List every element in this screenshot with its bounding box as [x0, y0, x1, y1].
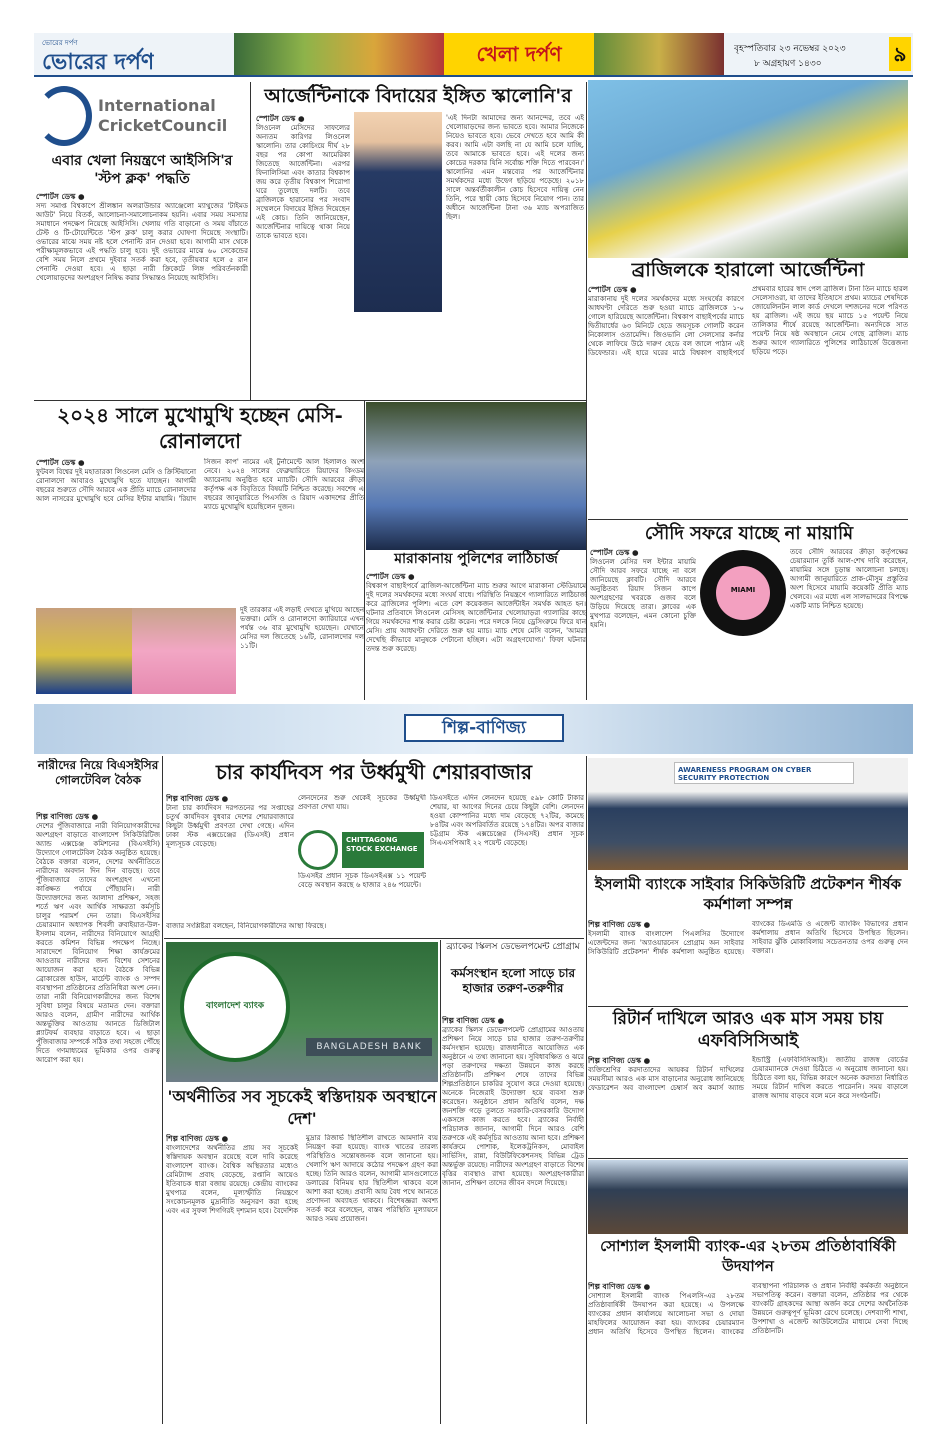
- banner-photo-strip: [234, 33, 444, 75]
- narider-article: [36, 812, 160, 1420]
- brac-body-text: ব্র্যাকের স্কিলস ডেভেলপমেন্ট প্রোগ্রামের আওতায় প্রশিক্ষণ নিয়ে সাড়ে চার হাজার তরুণ-তরুণীর কর্মসংস্থান হয়েছে। রাজধানীতে আয়োজিত এক অনুষ্ঠানে এ তথ্য জানানো হয়। সুবিধাবঞ্চিত ও ঝরে পড়া তরুণদের দক্ষতা উন্নয়নে কাজ করছে প্রতিষ্ঠানটি। প্রশিক্ষণ শেষে তাদের বিভিন্ন শিল্পপ্রতিষ্ঠানে চাকরির সুযোগ করে দেওয়া হয়েছে। অনেকে নিজেরাই উদ্যোক্তা হয়ে ব্যবসা শুরু করেছেন। অনুষ্ঠানে প্রধান অতিথি বলেন, দক্ষ জনশক্তি গড়ে তুলতে সরকারি-বেসরকারি উদ্যোগ একসঙ্গে কাজ করতে হবে। ব্র্যাকের নির্বাহী পরিচালক জানান, আগামী দিনে আরও বেশি তরুণকে এই কর্মসূচির আওতায় আনা হবে। প্রশিক্ষণ কার্যক্রমে পোশাক, ইলেকট্রনিকস, মোবাইল সার্ভিসিং, রান্না, বিউটিফিকেশনসহ বিভিন্ন ট্রেড অন্তর্ভুক্ত রয়েছে। নারীদের অংশগ্রহণ বাড়াতে বিশেষ বৃত্তির ব্যবস্থাও রাখা হয়েছে। অংশগ্রহণকারীরা জানান, প্রশিক্ষণ তাদের জীবন বদলে দিয়েছে।: [442, 1026, 584, 1187]
- brazil-match-photo: [588, 80, 908, 258]
- icc-logo-mark: [36, 86, 92, 146]
- inter-miami-crest: [716, 566, 770, 620]
- cyber-headline: ইসলামী ব্যাংকে সাইবার সিকিউরিটি প্রটেকশন শীর্ষক কর্মশালা সম্পন্ন: [594, 875, 902, 913]
- bb-body-text: বাংলাদেশের অর্থনীতির প্রায় সব সূচকেই স্বস্তিদায়ক অবস্থান রয়েছে বলে দাবি করেছে বাংলাদেশ ব্যাংক। বৈশ্বিক অস্থিরতার মধ্যেও রেমিট্যান্স প্রবাহ বেড়েছে, রপ্তানি আয়েও ইতিবাচক ধারা বজায় রয়েছে। কেন্দ্রীয় ব্যাংকের মুখপাত্র বলেন, মূল্যস্ফীতি নিয়ন্ত্রণে সংকোচনমূলক মুদ্রানীতি অনুসরণ করা হচ্ছে এবং এর সুফল শিগগিরই দৃশ্যমান হবে। বৈদেশিক মুদ্রার রিজার্ভ স্থিতিশীল রাখতে আমদানি ব্যয় নিয়ন্ত্রণ করা হয়েছে। ব্যাংক খাতের তারল্য পরিস্থিতিও সন্তোষজনক বলে জানানো হয়। খেলাপি ঋণ আদায়ে কঠোর পদক্ষেপ গ্রহণ করা হচ্ছে। তিনি আরও বলেন, আগামী মাসগুলোতে ডলারের বিনিময় হার স্থিতিশীল থাকবে বলে আশা করা হচ্ছে। প্রবাসী আয় বৈধ পথে আনতে প্রণোদনা অব্যাহত থাকবে। বিশেষজ্ঞরা অবশ্য সতর্ক করে বলেছেন, বাস্তব পরিস্থিতি মূল্যায়নে আরও সময় প্রয়োজন।: [166, 1134, 438, 1223]
- page-number: ৯: [889, 37, 911, 71]
- icc-logo: [36, 84, 246, 150]
- icc-body-text: সদ্য সমাপ্ত বিশ্বকাপে শ্রীলঙ্কান অলরাউন্ডার অ্যাঞ্জেলো ম্যাথুজের 'টাইমড আউট' নিয়ে বিতর্ক, আলোচনা-সমালোচনাকম হয়নি। এবার সময় সমস্যার সমাধানে পদক্ষেপ নিয়েছে আইসিসি। খেলায় গতি বাড়ানো ও সময় বাঁচাতে টেস্ট ও টি-টোয়েন্টিতে 'স্টপ ক্লক' চালু করার ঘোষণা দিয়েছে সংস্থাটি। ওভারের মাঝে সময় নষ্ট হলে পেনাল্টি রান দেওয়া হবে। আগামী মাস থেকে পরীক্ষামূলকভাবে এই পদ্ধতি চালু হবে। দুই ওভারের মাঝে ৬০ সেকেন্ডের বেশি সময় নিলে প্রথমে দুইবার সতর্ক করা হবে, তৃতীয়বার হলে ৫ রান পেনাল্টি দেওয়া হবে। এ ছাড়া নারী ক্রিকেটে লিঙ্গ পরিবর্তনকারী খেলোয়াড়দের অংশগ্রহণ নিষিদ্ধ করার সিদ্ধান্তও নিয়েছে আইসিসি।: [36, 202, 248, 282]
- row-rule: [588, 1158, 908, 1159]
- share-article: [166, 794, 294, 920]
- icc-dateline: স্পোর্টস ডেস্ক ●: [36, 192, 85, 201]
- maracana-article: [366, 572, 586, 696]
- brazil-headline: ব্রাজিলকে হারালো আর্জেন্টিনা: [631, 259, 865, 281]
- date-gregorian: বৃহস্পতিবার ২৩ নভেম্বর ২০২৩: [734, 44, 846, 54]
- messi-photo: [132, 608, 236, 694]
- share-article-part4: ডিএসইতে এদিন লেনদেন হয়েছে ৫৯৮ কোটি টাকার শেয়ার, যা আগের দিনের চেয়ে কিছুটা বেশি। লেনদেন হওয়া কোম্পানির মধ্যে দাম বেড়েছে ৭২টির, কমেছে ৮৪টির এবং অপরিবর্তিত রয়েছে ১৭৪টির। অপর বাজার চট্টগ্রাম স্টক এক্সচেঞ্জের (সিএসই) প্রধান সূচক সিএএসপিআই ২২ পয়েন্ট বেড়েছে।: [430, 794, 584, 847]
- social-headline: সোশ্যাল ইসলামী ব্যাংক-এর ২৮তম প্রতিষ্ঠাবার্ষিকী উদযাপন: [600, 1237, 896, 1275]
- row-rule: [588, 1006, 908, 1007]
- share-article-part2: লেনদেনের শুরু থেকেই সূচকের উর্ধ্বমুখী প্রবণতা দেখা যায়।: [298, 794, 426, 811]
- column-rule: [162, 756, 163, 1424]
- messi-headline: ২০২৪ সালে মুখোমুখি হচ্ছেন মেসি-রোনালদো: [57, 403, 343, 453]
- brand-tagline: ভোরের দর্পণ: [42, 39, 78, 47]
- icc-headline: এবার খেলা নিয়ন্ত্রণে আইসিসি'র 'স্টপ ক্লক' পদ্ধতি: [51, 153, 233, 187]
- share-dateline: শিল্প বাণিজ্য ডেস্ক ●: [166, 794, 229, 803]
- messi-article-continued: দুই তারকার এই লড়াই দেখতে মুখিয়ে আছেন ভক্তরা। মেসি ও রোনালদো ক্যারিয়ারে এখন পর্যন্ত ৩৬ বার মুখোমুখি হয়েছেন। যেখানে মেসির দল জিতেছে ১৬টি, রোনালদোর দল ১১টি।: [240, 606, 364, 650]
- share-headline: চার কার্যদিবস পর উর্ধ্বমুখী শেয়ারবাজার: [215, 760, 533, 784]
- column-rule: [586, 82, 587, 700]
- cyber-article: [588, 920, 908, 1004]
- scaloni-headline: আর্জেন্টিনাকে বিদায়ের ইঙ্গিত স্কালোনি'র: [264, 85, 572, 107]
- icc-article: [36, 192, 248, 382]
- social-article: [588, 1282, 908, 1422]
- messi-body-text: ফুটবল বিশ্বের দুই মহাতারকা লিওনেল মেসি ও ক্রিস্টিয়ানো রোনালদো আবারও মুখোমুখি হতে যাচ্ছেন। আগামী বছরের শুরুতে সৌদি আরবে এক প্রীতি ম্যাচে রোনালদোর আল নাসরের মুখোমুখি হবে মেসির ইন্টার মায়ামি। 'রিয়াদ সিজন কাপ' নামের এই টুর্নামেন্টে আল হিলালও অংশ নেবে। ২০২৪ সালের ফেব্রুয়ারিতে রিয়াদের কিংডম অ্যারেনায় অনুষ্ঠিত হবে ম্যাচটি। সৌদি আরবের ক্রীড়া কর্তৃপক্ষ এক বিবৃতিতে বিষয়টি নিশ্চিত করেছে। সবশেষ এ বছরের জানুয়ারিতে পিএসজি ও রিয়াদ একাদশের প্রীতি ম্যাচে মুখোমুখি হয়েছিলেন দুজন।: [36, 458, 364, 511]
- messi-article: [36, 458, 364, 608]
- saudi-article: [590, 548, 696, 698]
- cyber-workshop-photo: [588, 758, 908, 870]
- bb-dateline: শিল্প বাণিজ্য ডেস্ক ●: [166, 1134, 229, 1143]
- messi-dateline: স্পোর্টস ডেস্ক ●: [36, 458, 85, 467]
- cse-logo: [298, 830, 424, 870]
- icc-logo-text-line2: CricketCouncil: [98, 116, 228, 135]
- bangladesh-bank-logo-text: বাংলাদেশ ব্যাংক: [205, 1001, 264, 1011]
- fbcci-body-text: ব্যক্তিশ্রেণির করদাতাদের আয়কর রিটার্ন দাখিলের সময়সীমা আরও এক মাস বাড়ানোর অনুরোধ জানিয়েছে ফেডারেশন অব বাংলাদেশ চেম্বার্স অব কমার্স অ্যান্ড ইন্ডাস্ট্রি (এফবিসিসিআই)। জাতীয় রাজস্ব বোর্ডের চেয়ারম্যানকে দেওয়া চিঠিতে এ অনুরোধ জানানো হয়। চিঠিতে বলা হয়, বিভিন্ন কারণে অনেক করদাতা নির্ধারিত সময়ে রিটার্ন দাখিল করতে পারেননি। সময় বাড়ালে রাজস্ব আদায় বাড়বে বলে মনে করে সংগঠনটি।: [588, 1056, 908, 1100]
- social-islami-photo: [588, 1160, 908, 1234]
- share-article-part3: ডিএসইর প্রধান সূচক ডিএসইএক্স ১১ পয়েন্ট বেড়ে অবস্থান করছে ৬ হাজার ২৪৬ পয়েন্টে।: [298, 872, 426, 889]
- fbcci-headline: রিটার্ন দাখিলে আরও এক মাস সময় চায় এফবিসিসিআই: [612, 1009, 884, 1051]
- masthead: [34, 33, 913, 77]
- column-rule: [586, 756, 587, 1424]
- column-rule: [440, 940, 441, 1424]
- banner-photo-strip-right: [594, 33, 724, 75]
- share-body-text: টানা চার কার্যদিবস দরপতনের পর সপ্তাহের চতুর্থ কার্যদিবস বুধবার দেশের শেয়ারবাজারে কিছুটা উর্ধ্বমুখী প্রবণতা দেখা গেছে। এদিন ঢাকা স্টক এক্সচেঞ্জের (ডিএসই) প্রধান মূল্যসূচক বেড়েছে।: [166, 804, 294, 848]
- maracana-dateline: স্পোর্টস ডেস্ক ●: [366, 572, 415, 581]
- narider-dateline: শিল্প বাণিজ্য ডেস্ক ●: [36, 812, 99, 821]
- maracana-body-text: বিশ্বকাপ বাছাইপর্বে ব্রাজিল-আর্জেন্টিনা ম্যাচ শুরুর আগে মারাকানা স্টেডিয়ামে দুই দলের সমর্থকদের মধ্যে সংঘর্ষ বাধে। পরিস্থিতি নিয়ন্ত্রণে গ্যালারিতে লাঠিচার্জ করে ব্রাজিলের পুলিশ। এতে বেশ কয়েকজন আর্জেন্টাইন সমর্থক আহত হন। ঘটনার প্রতিবাদে লিওনেল মেসিসহ আর্জেন্টিনার খেলোয়াড়রা গ্যালারির কাছে গিয়ে সমর্থকদের শান্ত করার চেষ্টা করেন। পরে দলকে নিয়ে ড্রেসিংরুমে ফিরে যান মেসি। প্রায় আধঘণ্টা দেরিতে শুরু হয় ম্যাচ। ম্যাচ শেষে মেসি বলেন, 'আমরা দেখেছি কীভাবে মানুষকে পেটানো হচ্ছিল। এটা অগ্রহণযোগ্য।' ফিফা ঘটনার তদন্ত শুরু করেছে।: [366, 582, 586, 653]
- commerce-section-band: [34, 704, 913, 754]
- scaloni-col1-text: লিওনেল মেসিদের সাফল্যের অন্যতম কারিগর লিওনেল স্কালোনি। তার কোচিংয়ে দীর্ঘ ২৮ বছর পর কোপা আমেরিকা জিতেছে আর্জেন্টিনা। এরপর ফিনালিসিমা এবং কাতার বিশ্বকাপ জয় করে তৃতীয় বিশ্বকাপ শিরোপা ঘরে তুলেছে দলটি। তবে ব্রাজিলকে হারানোর পর সংবাদ সম্মেলনে বিদায়ের ইঙ্গিত দিয়েছেন এই কোচ। তিনি জানিয়েছেন, আর্জেন্টিনার দায়িত্বে থাকা নিয়ে তাকে ভাবতে হবে।: [256, 124, 350, 240]
- row-rule: [588, 519, 908, 520]
- cse-logo-text: CHITTAGONG STOCK EXCHANGE: [342, 832, 424, 868]
- social-body-text: সোশ্যাল ইসলামী ব্যাংক পিএলসি-এর ২৮তম প্রতিষ্ঠাবার্ষিকী উদযাপন করা হয়েছে। এ উপলক্ষে ব্যাংকের প্রধান কার্যালয়ে আলোচনা সভা ও দোয়া মাহফিলের আয়োজন করা হয়। ব্যাংকের চেয়ারম্যান প্রধান অতিথি হিসেবে উপস্থিত ছিলেন। ব্যাংকের ব্যবস্থাপনা পরিচালক ও প্রধান নির্বাহী কর্মকর্তা অনুষ্ঠানে সভাপতিত্ব করেন। বক্তারা বলেন, প্রতিষ্ঠার পর থেকে ব্যাংকটি গ্রাহকদের আস্থা অর্জন করে দেশের অর্থনৈতিক উন্নয়নে গুরুত্বপূর্ণ ভূমিকা রেখে চলেছে। দেশব্যাপী শাখা, উপশাখা ও এজেন্ট আউটলেটের মাধ্যমে সেবা দিচ্ছে প্রতিষ্ঠানটি।: [588, 1282, 908, 1336]
- row-rule: [34, 400, 586, 401]
- brand-logo: ভোরের দর্পণ: [42, 50, 155, 75]
- bangladesh-bank-logo: [180, 952, 290, 1062]
- brac-article: [442, 1016, 584, 1422]
- saudi-dateline: স্পোর্টস ডেস্ক ●: [590, 548, 639, 557]
- bb-headline: 'অর্থনীতির সব সূচকেই স্বস্তিদায়ক অবস্থানে দেশ': [167, 1087, 437, 1128]
- icc-logo-text-line1: International: [98, 96, 216, 115]
- row-rule: [164, 938, 584, 939]
- saudi-headline: সৌদি সফরে যাচ্ছে না মায়ামি: [644, 523, 854, 544]
- narider-headline: নারীদের নিয়ে বিএসইসির গোলটেবিল বৈঠক: [37, 758, 159, 787]
- brac-kicker: ব্র্যাকের স্কিলস ডেভেলপমেন্ট প্রোগ্রাম: [446, 942, 580, 952]
- brazil-dateline: স্পোর্টস ডেস্ক ●: [588, 285, 637, 294]
- commerce-section-title: শিল্প-বাণিজ্য: [404, 714, 564, 742]
- maracana-headline: মারাকানায় পুলিশের লাঠিচার্জ: [394, 551, 558, 567]
- brac-dateline: শিল্প বাণিজ্য ডেস্ক ●: [442, 1016, 505, 1025]
- social-dateline: শিল্প বাণিজ্য ডেস্ক ●: [588, 1282, 651, 1291]
- ronaldo-photo: [36, 608, 132, 694]
- fbcci-article: [588, 1056, 908, 1156]
- column-rule: [250, 82, 251, 400]
- saudi-article-continued: তবে সৌদি আরবের ক্রীড়া কর্তৃপক্ষের চেয়ারম্যান তুর্কি আল-শেখ দাবি করেছেন, মায়ামির সঙ্গে চূড়ান্ত আলোচনা চলছে। আগামী জানুয়ারিতে প্রাক-মৌসুম প্রস্তুতির অংশ হিসেবে মায়ামি কয়েকটি প্রীতি ম্যাচ খেলবে। এর মধ্যে এল সালভাদরের বিপক্ষে একটি ম্যাচ নিশ্চিত হয়েছে।: [790, 548, 908, 610]
- cyber-workshop-banner: AWARENESS PROGRAM ON CYBER SECURITY PROTECTION: [674, 762, 854, 784]
- cyber-dateline: শিল্প বাণিজ্য ডেস্ক ●: [588, 920, 651, 929]
- inter-miami-logo: [700, 550, 786, 636]
- share-article-part5: বাজার সংশ্লিষ্টরা বলছেন, বিনিয়োগকারীদের আস্থা ফিরছে।: [166, 922, 327, 930]
- scaloni-dateline: স্পোর্টস ডেস্ক ●: [256, 114, 305, 123]
- bangladesh-bank-sign: BANGLADESH BANK: [306, 1038, 432, 1056]
- maracana-photo: [366, 402, 586, 550]
- section-title: খেলা দর্পণ: [444, 33, 594, 75]
- saudi-body-text: লিওনেল মেসির দল ইন্টার মায়ামি সৌদি আরব সফরে যাচ্ছে না বলে জানিয়েছে ক্লাবটি। সৌদি আরবে অনুষ্ঠিতব্য রিয়াদ সিজন কাপে অংশগ্রহণের খবরকে গুজব বলে উড়িয়ে দিয়েছে তারা। ক্লাবের এক মুখপাত্র বলেছেন, এমন কোনো চুক্তি হয়নি।: [590, 558, 696, 629]
- inter-miami-logo-text: MIAMI: [730, 586, 756, 594]
- bangladesh-bank-photo: [166, 942, 438, 1082]
- column-rule: [364, 400, 365, 700]
- brazil-body-text: মারাকানায় দুই দলের সমর্থকদের মধ্যে সংঘর্ষের কারণে আধঘণ্টা দেরিতে শুরু হওয়া ম্যাচে ব্রাজিলকে ১-০ গোলে হারিয়েছে আর্জেন্টিনা। বিশ্বকাপ বাছাইপর্বের ম্যাচে দ্বিতীয়ার্ধের ৬৩ মিনিটে হেডে জয়সূচক গোলটি করেন নিকোলাস ওতামেন্দি। জিওভানি লো সেলসোর কর্নার থেকে লাফিয়ে উঠে দারুণ হেডে বল জালে পাঠান এই ডিফেন্ডার। এই হারে ঘরের মাঠে বিশ্বকাপ বাছাইপর্বে প্রথমবার হারের স্বাদ পেল ব্রাজিল। টানা তিন ম্যাচে হারল সেলেসাওরা, যা তাদের ইতিহাসে প্রথম। ম্যাচের শেষদিকে জোয়েলিনটন লাল কার্ড দেখলে দশজনের দলে পরিণত হয় ব্রাজিল। এই জয়ে ছয় ম্যাচে ১৫ পয়েন্ট নিয়ে তালিকার শীর্ষে রয়েছে আর্জেন্টিনা। অন্যদিকে সাত পয়েন্ট নিয়ে ষষ্ঠ অবস্থানে নেমে গেছে ব্রাজিল। ম্যাচ শুরুর আগে গ্যালারিতে পুলিশের লাঠিচার্জে উত্তেজনা ছড়িয়ে পড়ে।: [588, 285, 908, 357]
- bb-article: [166, 1134, 438, 1422]
- scaloni-photo: [354, 112, 442, 312]
- brazil-article: [588, 285, 908, 517]
- scaloni-column-1: [256, 114, 350, 400]
- cse-logo-mark: [298, 830, 338, 870]
- fbcci-dateline: শিল্প বাণিজ্য ডেস্ক ●: [588, 1056, 651, 1065]
- cyber-body-text: ইসলামী ব্যাংক বাংলাদেশ পিএলসির উদ্যোগে এজেন্টদের জন্য 'অ্যাওয়ারনেস প্রোগ্রাম অন সাইবার সিকিউরিটি প্রটেকশন' শীর্ষক কর্মশালা অনুষ্ঠিত হয়েছে। ব্যাংকের ডিএমডি ও এজেন্ট ব্যাংকিং বিভাগের প্রধান কর্মশালায় প্রধান অতিথি হিসেবে উপস্থিত ছিলেন। সাইবার ঝুঁকি মোকাবিলায় সচেতনতার ওপর গুরুত্ব দেন বক্তারা।: [588, 920, 908, 956]
- scaloni-column-2: 'এই দিনটা আমাদের জন্য আনন্দের, তবে এই খেলোয়াড়দের জন্য ভাবতে হবে। আমার নিজেকে নিয়েও ভাবতে হবে। ভেবে দেখতে হবে আমি কী করব। আমি এটা বলছি না যে আমি চলে যাচ্ছি, তবে আমাকে ভাবতে হবে। এই দলের জন্য কোচের দরকার যিনি সর্বোচ্চ শক্তি দিতে পারবেন।' স্কালোনির এমন মন্তব্যের পর আর্জেন্টিনার সমর্থকদের মধ্যে উদ্বেগ ছড়িয়ে পড়েছে। ২০১৮ সালে অন্তর্বর্তীকালীন কোচ হিসেবে দায়িত্ব নেন তিনি, পরে স্থায়ী কোচ হিসেবে নিয়োগ পান। তার অধীনে আর্জেন্টিনা টানা ৩৬ ম্যাচ অপরাজিত ছিল।: [446, 114, 584, 221]
- date-bengali: ৮ অগ্রহায়ণ ১৪৩০: [754, 59, 822, 69]
- narider-body-text: দেশের পুঁজিবাজারে নারী বিনিয়োগকারীদের অংশগ্রহণ বাড়াতে বাংলাদেশ সিকিউরিটিজ অ্যান্ড এক্সচেঞ্জ কমিশনের (বিএসইসি) উদ্যোগে গোলটেবিল বৈঠক অনুষ্ঠিত হয়েছে। বৈঠকে বক্তারা বলেন, দেশের অর্থনীতিতে নারীদের অবদান দিন দিন বাড়ছে। তবে পুঁজিবাজারে তাদের অংশগ্রহণ এখনো কাঙ্ক্ষিত পর্যায়ে পৌঁছায়নি। নারী উদ্যোক্তাদের জন্য আলাদা প্রশিক্ষণ, সহজ শর্তে ঋণ এবং আর্থিক সাক্ষরতা কর্মসূচি চালুর পরামর্শ দেন তারা। বিএসইসির চেয়ারম্যান অধ্যাপক শিবলী রুবাইয়াত-উল-ইসলাম বলেন, নারীদের বিনিয়োগে আগ্রহী করতে কমিশন বিভিন্ন পদক্ষেপ নিচ্ছে। সারাদেশে বিনিয়োগ শিক্ষা কার্যক্রমের আওতায় নারীদের জন্য বিশেষ সেশনের আয়োজন করা হবে। বৈঠকে বিভিন্ন ব্রোকারেজ হাউস, মার্চেন্ট ব্যাংক ও সম্পদ ব্যবস্থাপনা প্রতিষ্ঠানের প্রতিনিধিরা অংশ নেন। তারা নারী বিনিয়োগকারীদের জন্য বিশেষ সুবিধা চালুর বিষয়ে মতামত দেন। বক্তারা আরও বলেন, গ্রামীণ নারীদের আর্থিক অন্তর্ভুক্তির আওতায় আনতে ডিজিটাল প্ল্যাটফর্ম ব্যবহার বাড়াতে হবে। এ ছাড়া পুঁজিবাজার সম্পর্কে সঠিক তথ্য সহজে পৌঁছে দিতে গণমাধ্যমের ভূমিকার ওপর গুরুত্ব আরোপ করা হয়।: [36, 822, 160, 1064]
- brac-headline: কর্মসংস্থান হলো সাড়ে চার হাজার তরুণ-তরুণীর: [450, 966, 576, 995]
